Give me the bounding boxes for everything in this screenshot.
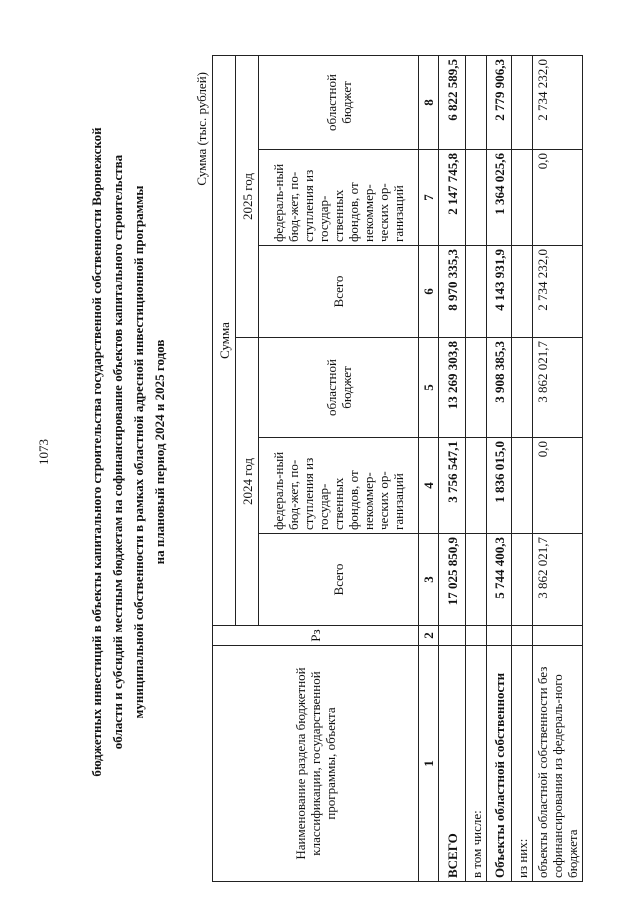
cell-c6: 4 143 931,9 bbox=[487, 246, 512, 338]
cell-c5: 13 269 303,8 bbox=[439, 338, 466, 438]
cell-c6: 2 734 232,0 bbox=[533, 246, 583, 338]
column-number-row bbox=[419, 55, 439, 881]
header-oblast-2025: областной бюджет bbox=[259, 55, 419, 149]
header-vsego-2025: Всего bbox=[259, 246, 419, 338]
cell-c3: 17 025 850,9 bbox=[439, 534, 466, 626]
cell-c5: 3 862 021,7 bbox=[533, 338, 583, 438]
cell-c8: 2 734 232,0 bbox=[533, 55, 583, 149]
col-number: 4 bbox=[419, 438, 439, 534]
col-number: 6 bbox=[419, 246, 439, 338]
table-row-oblast-objects bbox=[487, 55, 512, 881]
cell-c4: 1 836 015,0 bbox=[487, 438, 512, 534]
header-year-2025: 2025 год bbox=[236, 55, 259, 337]
cell-c3: 5 744 400,3 bbox=[487, 534, 512, 626]
row-name: ВСЕГО bbox=[439, 646, 466, 882]
row-name: из них: bbox=[512, 646, 533, 882]
cell-c7: 1 364 025,6 bbox=[487, 150, 512, 246]
table-row-total bbox=[439, 55, 466, 881]
cell-c3: 3 862 021,7 bbox=[533, 534, 583, 626]
table-row-subheader bbox=[466, 55, 487, 881]
col-number: 3 bbox=[419, 534, 439, 626]
row-rz bbox=[439, 626, 466, 646]
title-line: области и субсидий местным бюджетам на софинансирование объектов капитального строительства bbox=[110, 154, 125, 750]
header-summa: Сумма bbox=[213, 55, 236, 625]
cell-c5: 3 908 385,3 bbox=[487, 338, 512, 438]
row-rz bbox=[487, 626, 512, 646]
cell-c8: 2 779 906,3 bbox=[487, 55, 512, 149]
cell-c8: 6 822 589,5 bbox=[439, 55, 466, 149]
units-label: Сумма (тыс. рублей) bbox=[194, 72, 209, 186]
col-number: 1 bbox=[419, 646, 439, 882]
budget-table bbox=[212, 55, 583, 882]
title-line: муниципальной собственности в рамках областной адресной инвестиционной программы bbox=[131, 185, 146, 719]
header-year-2024: 2024 год bbox=[236, 338, 259, 626]
cell-c4: 0,0 bbox=[533, 438, 583, 534]
header-vsego-2024: Всего bbox=[259, 534, 419, 626]
col-number: 2 bbox=[419, 626, 439, 646]
cell-c4: 3 756 547,1 bbox=[439, 438, 466, 534]
col-number: 5 bbox=[419, 338, 439, 438]
header-row-1 bbox=[213, 55, 236, 881]
document-title bbox=[86, 82, 170, 822]
header-name: Наименование раздела бюджетной классификации, государственной программы, объекта bbox=[213, 646, 419, 882]
table-row-subheader bbox=[512, 55, 533, 881]
cell-c6: 8 970 335,3 bbox=[439, 246, 466, 338]
header-federal-2025: федераль-ный бюд-жет, по-ступления из государ-ственных фондов, от некоммер-ческих ор-ганизаций bbox=[259, 150, 419, 246]
col-number: 8 bbox=[419, 55, 439, 149]
header-rz: Рз bbox=[213, 626, 419, 646]
row-name: Объекты областной собственности bbox=[487, 646, 512, 882]
row-name: объекты областной собственности без софинансирования из федераль-ного бюджета bbox=[533, 646, 583, 882]
header-oblast-2024: областной бюджет bbox=[259, 338, 419, 438]
cell-c7: 2 147 745,8 bbox=[439, 150, 466, 246]
header-federal-2024: федераль-ный бюд-жет, по-ступления из государ-ственных фондов, от некоммер-ческих ор-ганизаций bbox=[259, 438, 419, 534]
page-number: 1073 bbox=[36, 439, 51, 465]
row-name: в том числе: bbox=[466, 646, 487, 882]
row-rz bbox=[533, 626, 583, 646]
title-line: на плановый период 2024 и 2025 годов bbox=[152, 339, 167, 565]
cell-c7: 0,0 bbox=[533, 150, 583, 246]
title-line: бюджетных инвестиций в объекты капитального строительства государственной собственности Воронежской bbox=[89, 127, 104, 777]
col-number: 7 bbox=[419, 150, 439, 246]
table-row-no-cofinancing bbox=[533, 55, 583, 881]
